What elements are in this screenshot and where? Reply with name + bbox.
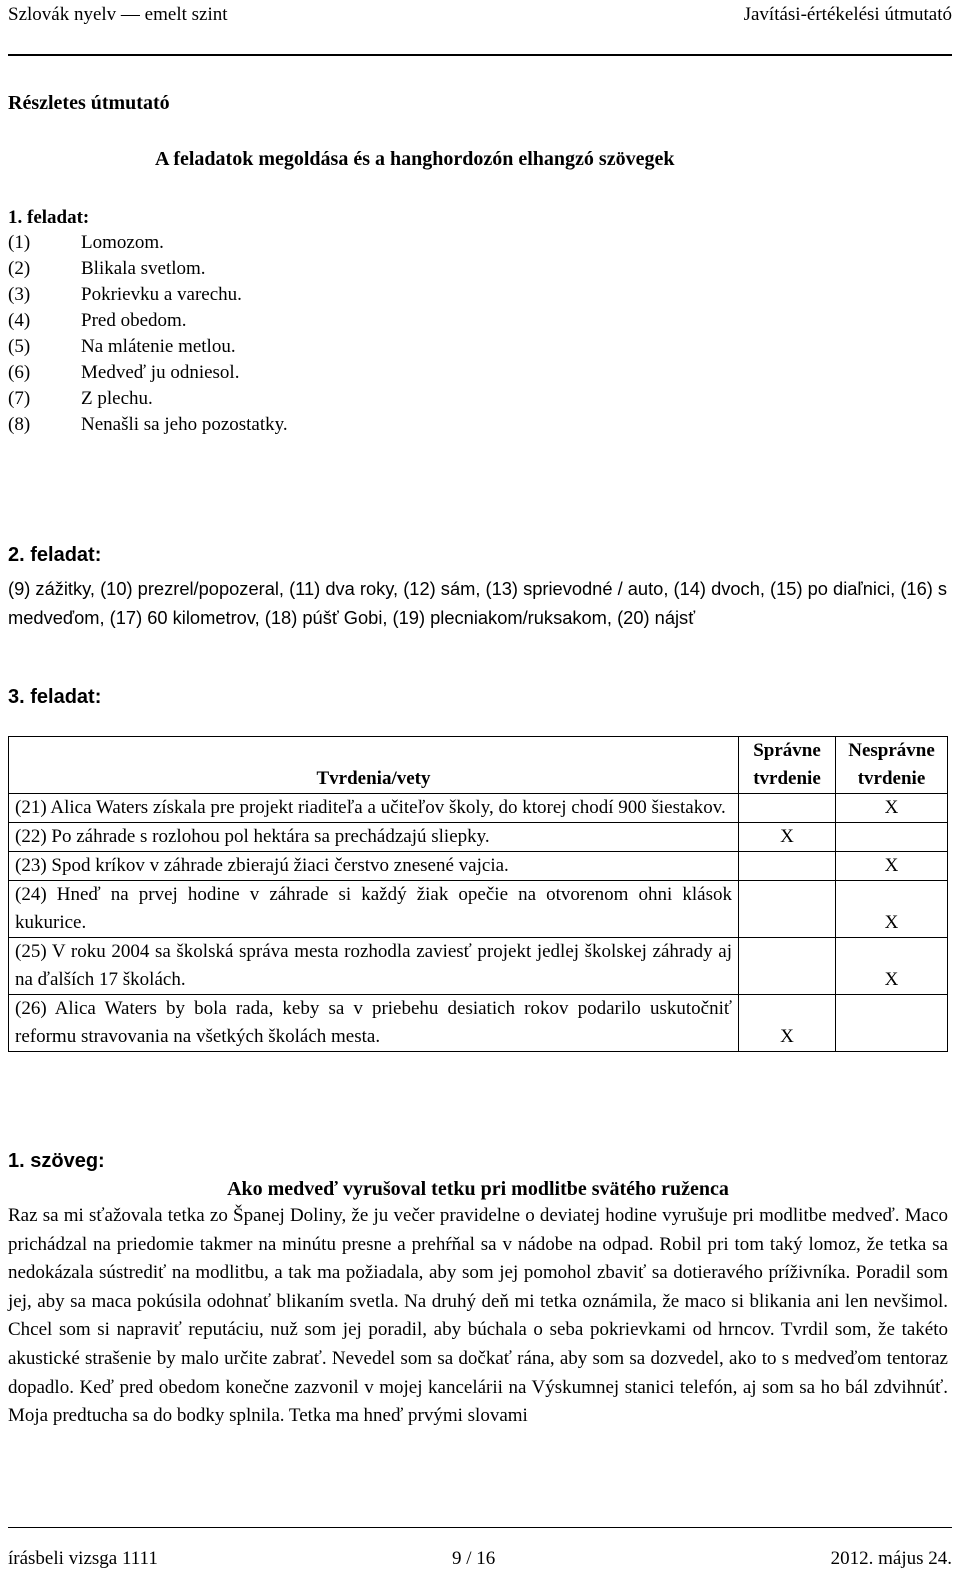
column-header-correct: Správne tvrdenie <box>739 737 836 794</box>
statement-cell: (22) Po záhrade s rozlohou pol hektára sa prechádzajú sliepky. <box>9 823 739 852</box>
header-subject: Szlovák nyelv — emelt szint <box>8 4 228 25</box>
table-row <box>9 794 948 823</box>
correct-mark-cell <box>739 881 836 938</box>
correct-mark-cell <box>739 852 836 881</box>
statement-cell: (21) Alica Waters získala pre projekt riaditeľa a učiteľov školy, do ktorej chodí 900 šiestakov. <box>9 794 739 823</box>
answer-number: (6) <box>8 362 31 383</box>
answer-number: (3) <box>8 284 31 305</box>
incorrect-mark-cell: X <box>836 938 948 995</box>
section-subtitle: A feladatok megoldása és a hanghordozón elhangzó szövegek <box>155 148 675 170</box>
answer-number: (7) <box>8 388 31 409</box>
answer-number: (4) <box>8 310 31 331</box>
footer-exam-code: írásbeli vizsga 1111 <box>8 1548 158 1569</box>
section-title: Részletes útmutató <box>8 92 170 114</box>
incorrect-mark-cell <box>836 823 948 852</box>
answer-text: Pokrievku a varechu. <box>81 284 242 305</box>
answer-text: Nenašli sa jeho pozostatky. <box>81 414 288 435</box>
table-row <box>9 938 948 995</box>
statement-cell: (26) Alica Waters by bola rada, keby sa v priebehu desiatich rokov podarilo uskutočniť reformu stravovania na všetkých školách mesta. <box>9 995 739 1052</box>
table-row <box>9 852 948 881</box>
answer-number: (5) <box>8 336 31 357</box>
incorrect-mark-cell: X <box>836 794 948 823</box>
correct-mark-cell <box>739 794 836 823</box>
incorrect-mark-cell: X <box>836 852 948 881</box>
task3-label: 3. feladat: <box>8 686 102 708</box>
header-doc-type: Javítási-értékelési útmutató <box>743 4 952 25</box>
text1-body: Raz sa mi sťažovala tetka zo Španej Doliny, že ju večer pravidelne o deviatej hodine vyrušuje pri modlitbe medveď. Maco prichádzal na priedomie takmer na minútu presne a prehŕňal sa v nádobe na odpad. Robil pri tom taký lomoz, že tetka sa nedokázala sústrediť na modlitbu, a tak ma požiadala, aby som jej pomohol zbaviť sa dotieravého príživníka. Poradil som jej, aby sa maca pokúsila odohnať blikaním svetla. Na druhý deň mi tetka oznámila, že maco si blikania ani len nevšimol. Chcel som si napraviť reputáciu, nuž som jej poradil, aby búchala o seba pokrievkami od hrncov. Tvrdil som, že takéto akustické strašenie by malo určite zabrať. Nevedel som sa dočkať rána, aby som sa dozvedel, ako to s medveďom tentoraz dopadlo. Keď pred obedom konečne zazvonil v mojej kancelárii na Výskumnej stanici telefón, aj som sa ho bál zdvihnúť. Moja predtucha sa do bodky splnila. Tetka ma hneď prvými slovami <box>8 1205 948 1427</box>
incorrect-mark-cell: X <box>836 881 948 938</box>
answer-text: Blikala svetlom. <box>81 258 206 279</box>
footer-page-number: 9 / 16 <box>452 1548 496 1569</box>
incorrect-mark-cell <box>836 995 948 1052</box>
statements-table <box>8 736 948 1052</box>
answer-text: Lomozom. <box>81 232 164 253</box>
table-row <box>9 995 948 1052</box>
header-divider <box>8 54 952 56</box>
text1-title: Ako medveď vyrušoval tetku pri modlitbe svätého ruženca <box>227 1178 729 1200</box>
correct-mark-cell <box>739 938 836 995</box>
answer-number: (2) <box>8 258 31 279</box>
statement-cell: (23) Spod kríkov v záhrade zbierajú žiaci čerstvo znesené vajcia. <box>9 852 739 881</box>
statement-cell: (24) Hneď na prvej hodine v záhrade si každý žiak opečie na otvorenom ohni klások kukurice. <box>9 881 739 938</box>
task2-answers: (9) zážitky, (10) prezrel/popozeral, (11) dva roky, (12) sám, (13) sprievodné / auto, (14) dvoch, (15) po diaľnici, (16) s medveďom, (17) 60 kilometrov, (18) púšť Gobi, (19) plecniakom/ruksakom, (20) nájsť <box>8 578 948 628</box>
table-row <box>9 823 948 852</box>
column-header-statement: Tvrdenia/vety <box>9 737 739 794</box>
footer-date: 2012. május 24. <box>830 1548 952 1569</box>
correct-mark-cell: X <box>739 995 836 1052</box>
answer-number: (1) <box>8 232 31 253</box>
answer-text: Z plechu. <box>81 388 153 409</box>
text1-label: 1. szöveg: <box>8 1150 105 1172</box>
table-row <box>9 881 948 938</box>
task2-label: 2. feladat: <box>8 544 102 566</box>
table-header-row <box>9 737 948 794</box>
answer-text: Medveď ju odniesol. <box>81 362 240 383</box>
footer-divider <box>8 1527 952 1528</box>
answer-text: Na mlátenie metlou. <box>81 336 236 357</box>
task1-label: 1. feladat: <box>8 207 90 228</box>
correct-mark-cell: X <box>739 823 836 852</box>
answer-text: Pred obedom. <box>81 310 187 331</box>
column-header-incorrect: Nesprávne tvrdenie <box>836 737 948 794</box>
answer-number: (8) <box>8 414 31 435</box>
statement-cell: (25) V roku 2004 sa školská správa mesta rozhodla zaviesť projekt jedlej školskej záhrady aj na ďalších 17 školách. <box>9 938 739 995</box>
